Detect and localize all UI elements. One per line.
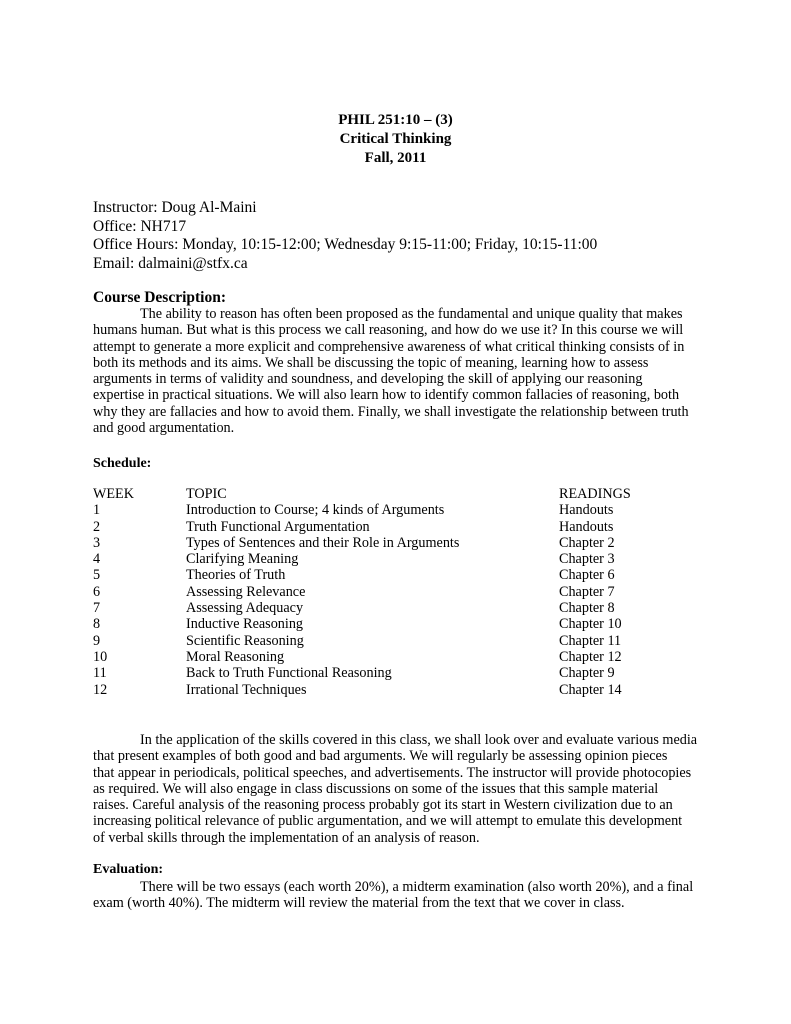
week-readings: Chapter 2 — [559, 534, 615, 551]
week-readings: Handouts — [559, 518, 614, 535]
application-paragraph — [93, 732, 703, 846]
week-topic: Scientific Reasoning — [186, 632, 304, 649]
week-number: 5 — [93, 567, 101, 584]
paragraph-line: arguments in terms of validity and soundness, and developing the skill of applying our reasoning — [93, 371, 643, 388]
paragraph-line: expertise in practical situations. We will also learn how to identify common fallacies of reasoning, both — [93, 387, 680, 404]
paragraph-line: There will be two essays (each worth 20%), a midterm examination (also worth 20%), and a final — [140, 879, 694, 895]
week-topic: Back to Truth Functional Reasoning — [186, 665, 392, 682]
course-term: Fall, 2011 — [364, 150, 427, 166]
week-topic: Inductive Reasoning — [186, 616, 304, 633]
week-number: 11 — [93, 665, 107, 682]
course-description-paragraph — [93, 306, 703, 436]
paragraph-line: The ability to reason has often been proposed as the fundamental and unique quality that makes — [140, 306, 683, 322]
office-hours: Office Hours: Monday, 10:15-12:00; Wednesday 9:15-11:00; Friday, 10:15-11:00 — [93, 236, 598, 253]
week-topic: Introduction to Course; 4 kinds of Arguments — [186, 502, 445, 519]
week-number: 10 — [93, 648, 108, 665]
course-title-block — [0, 111, 791, 168]
week-topic: Assessing Adequacy — [186, 600, 304, 617]
week-topic: Theories of Truth — [186, 567, 286, 584]
week-readings: Chapter 12 — [559, 648, 622, 665]
column-header-week: WEEK — [93, 486, 134, 502]
week-readings: Chapter 6 — [559, 567, 615, 584]
week-topic: Moral Reasoning — [186, 648, 285, 665]
evaluation-paragraph — [93, 879, 703, 912]
paragraph-line: that present examples of both good and bad arguments. We will regularly be assessing opinion pieces — [93, 748, 668, 765]
week-number: 1 — [93, 502, 101, 519]
paragraph-line: why they are fallacies and how to avoid them. Finally, we shall investigate the relationship between truth — [93, 403, 689, 420]
column-header-readings: READINGS — [559, 486, 631, 502]
course-title: Critical Thinking — [339, 131, 452, 147]
week-readings: Chapter 14 — [559, 681, 622, 698]
week-readings: Chapter 7 — [559, 583, 615, 600]
week-readings: Chapter 9 — [559, 665, 615, 682]
paragraph-line: exam (worth 40%). The midterm will review the material from the text that we cover in class. — [93, 895, 625, 912]
week-readings: Chapter 11 — [559, 632, 622, 649]
week-topic: Irrational Techniques — [186, 681, 307, 698]
instructor-name: Instructor: Doug Al-Maini — [93, 199, 257, 216]
paragraph-line: raises. Careful analysis of the reasoning process probably got its start in Western civilization due to an — [93, 797, 673, 814]
week-readings: Handouts — [559, 502, 614, 519]
paragraph-line: and good argumentation. — [93, 420, 235, 437]
evaluation-heading: Evaluation: — [93, 862, 164, 877]
week-number: 4 — [93, 551, 101, 568]
week-topic: Truth Functional Argumentation — [186, 518, 370, 535]
paragraph-line: as required. We will also engage in class discussions on some of the issues that this sample material — [93, 780, 659, 797]
course-description-heading: Course Description: — [93, 289, 227, 306]
paragraph-line: both its methods and its aims. We shall be discussing the topic of meaning, learning how to assess — [93, 354, 649, 371]
week-readings: Chapter 10 — [559, 616, 622, 633]
week-topic: Assessing Relevance — [186, 583, 306, 600]
instructor-contact — [93, 199, 597, 273]
week-readings: Chapter 3 — [559, 551, 615, 568]
paragraph-line: humans human. But what is this process we call reasoning, and how do we use it? In this course we will — [93, 322, 684, 339]
week-number: 6 — [93, 583, 101, 600]
course-code: PHIL 251:10 – (3) — [338, 112, 453, 128]
week-readings: Chapter 8 — [559, 600, 615, 617]
instructor-email: Email: dalmaini@stfx.ca — [93, 254, 248, 272]
paragraph-line: In the application of the skills covered in this class, we shall look over and evaluate various media — [140, 732, 698, 748]
office-location: Office: NH717 — [93, 217, 187, 235]
schedule-heading: Schedule: — [93, 456, 152, 471]
week-number: 7 — [93, 600, 101, 617]
week-number: 2 — [93, 518, 101, 535]
week-number: 9 — [93, 632, 101, 649]
paragraph-line: of verbal skills through the implementation of an analysis of reason. — [93, 829, 480, 846]
week-number: 12 — [93, 681, 108, 698]
week-topic: Types of Sentences and their Role in Arguments — [186, 534, 460, 551]
column-header-topic: TOPIC — [186, 486, 227, 502]
paragraph-line: increasing political relevance of public argumentation, and we will attempt to emulate this development — [93, 813, 683, 830]
paragraph-line: attempt to generate a more explicit and comprehensive awareness of what critical thinking consists of in — [93, 338, 685, 355]
week-number: 3 — [93, 534, 101, 551]
week-topic: Clarifying Meaning — [186, 551, 299, 568]
week-number: 8 — [93, 616, 101, 633]
paragraph-line: that appear in periodicals, political speeches, and advertisements. The instructor will provide photocopies — [93, 764, 692, 781]
